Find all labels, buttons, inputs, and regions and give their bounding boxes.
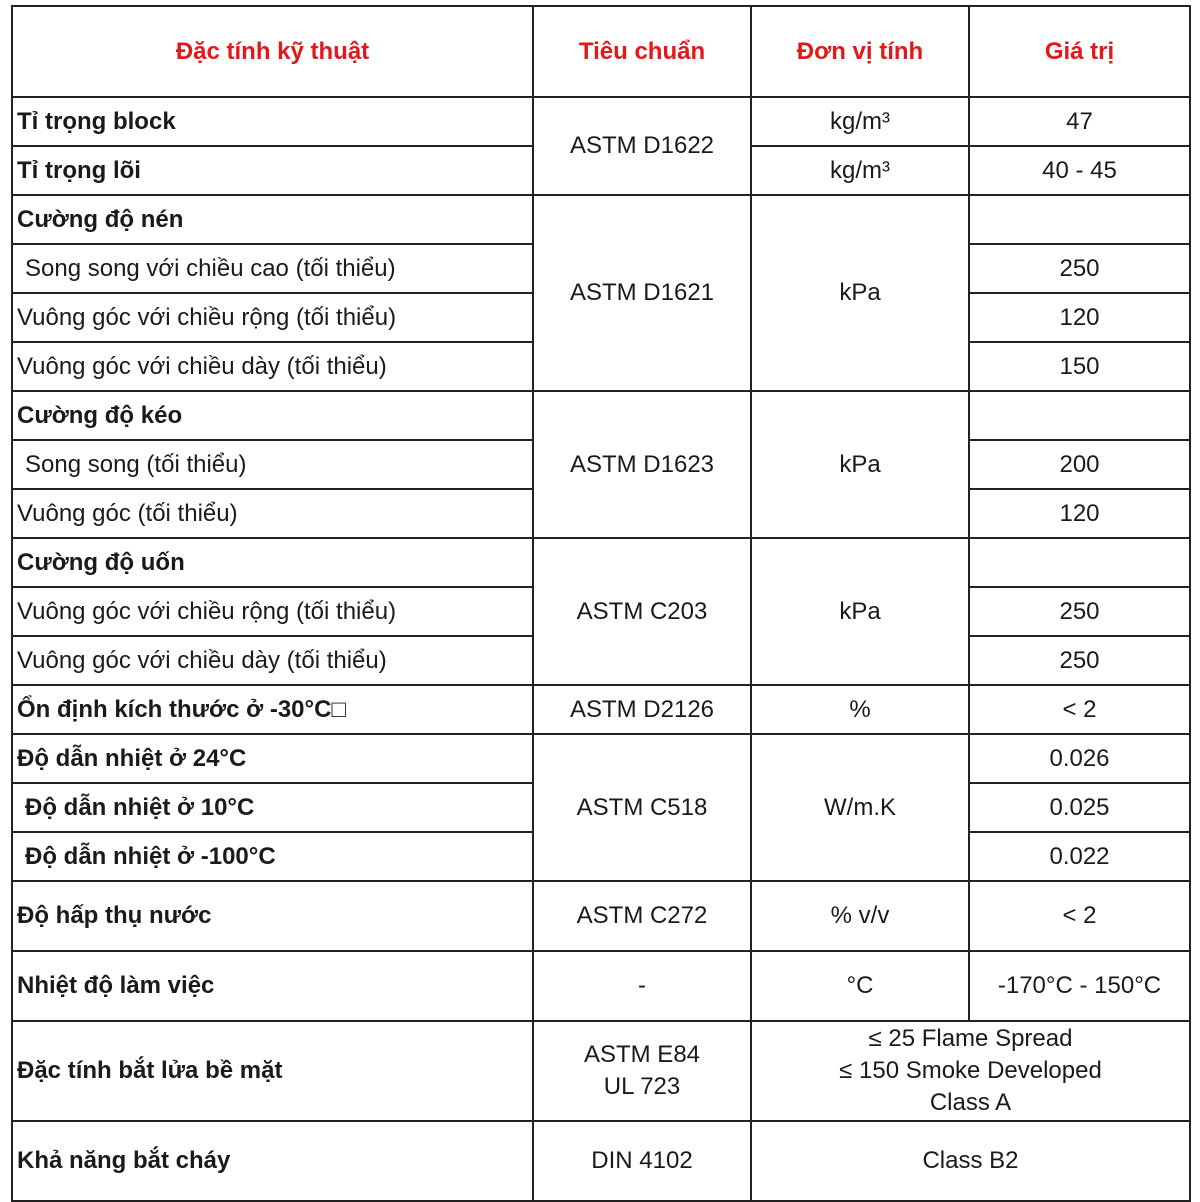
thermal-unit: W/m.K	[751, 734, 969, 881]
flexural-item-value: 250	[969, 587, 1190, 636]
core-density-value: 40 - 45	[969, 146, 1190, 195]
compressive-item-label: Song song với chiều cao (tối thiểu)	[12, 244, 533, 293]
surface-burning-standard-1: ASTM E84	[583, 1041, 701, 1068]
table-row	[12, 951, 1190, 1021]
working-temp-label: Nhiệt độ làm việc	[12, 951, 533, 1021]
surface-burning-value-2: ≤ 150 Smoke Developed	[839, 1057, 1102, 1084]
compressive-value-empty	[969, 195, 1190, 244]
thermal-item-value: 0.025	[969, 783, 1190, 832]
table-row	[12, 881, 1190, 951]
dimensional-stability-unit: %	[751, 685, 969, 734]
working-temp-unit: °C	[751, 951, 969, 1021]
density-standard: ASTM D1622	[533, 97, 751, 195]
compressive-unit: kPa	[751, 195, 969, 391]
water-absorption-label: Độ hấp thụ nước	[12, 881, 533, 951]
working-temp-value: -170°C - 150°C	[969, 951, 1190, 1021]
block-density-value: 47	[969, 97, 1190, 146]
compressive-label: Cường độ nén	[12, 195, 533, 244]
core-density-unit: kg/m³	[751, 146, 969, 195]
flexural-item-label: Vuông góc với chiều rộng (tối thiểu)	[12, 587, 533, 636]
thermal-item-label: Độ dẫn nhiệt ở 10°C	[12, 783, 533, 832]
thermal-standard: ASTM C518	[533, 734, 751, 881]
block-density-label: Tỉ trọng block	[12, 97, 533, 146]
surface-burning-value	[751, 1021, 1190, 1121]
dimensional-stability-label: Ổn định kích thước ở -30°C□	[12, 685, 533, 734]
tensile-value-empty	[969, 391, 1190, 440]
water-absorption-standard: ASTM C272	[533, 881, 751, 951]
header-property: Đặc tính kỹ thuật	[12, 6, 533, 97]
thermal-item-label: Độ dẫn nhiệt ở -100°C	[12, 832, 533, 881]
dimensional-stability-value: < 2	[969, 685, 1190, 734]
thermal-item-value: 0.026	[969, 734, 1190, 783]
specifications-table	[11, 5, 1191, 1202]
flammability-value: Class B2	[751, 1121, 1190, 1201]
table-row	[12, 685, 1190, 734]
tensile-item-label: Vuông góc (tối thiểu)	[12, 489, 533, 538]
flammability-label: Khả năng bắt cháy	[12, 1121, 533, 1201]
surface-burning-value-3: Class A	[929, 1089, 1012, 1116]
table-row	[12, 195, 1190, 244]
tensile-item-label: Song song (tối thiểu)	[12, 440, 533, 489]
tensile-item-value: 120	[969, 489, 1190, 538]
header-row	[12, 6, 1190, 97]
table-row	[12, 1121, 1190, 1201]
compressive-standard: ASTM D1621	[533, 195, 751, 391]
surface-burning-label: Đặc tính bắt lửa bề mặt	[12, 1021, 533, 1121]
tensile-standard: ASTM D1623	[533, 391, 751, 538]
core-density-label: Tỉ trọng lõi	[12, 146, 533, 195]
surface-burning-standard	[533, 1021, 751, 1121]
dimensional-stability-standard: ASTM D2126	[533, 685, 751, 734]
flexural-item-label: Vuông góc với chiều dày (tối thiểu)	[12, 636, 533, 685]
compressive-item-value: 150	[969, 342, 1190, 391]
flexural-item-value: 250	[969, 636, 1190, 685]
tensile-item-value: 200	[969, 440, 1190, 489]
table-row	[12, 391, 1190, 440]
table-row	[12, 97, 1190, 146]
header-standard: Tiêu chuẩn	[533, 6, 751, 97]
water-absorption-value: < 2	[969, 881, 1190, 951]
compressive-item-value: 120	[969, 293, 1190, 342]
compressive-item-value: 250	[969, 244, 1190, 293]
compressive-item-label: Vuông góc với chiều dày (tối thiểu)	[12, 342, 533, 391]
surface-burning-standard-2: UL 723	[603, 1073, 681, 1100]
water-absorption-unit: % v/v	[751, 881, 969, 951]
compressive-item-label: Vuông góc với chiều rộng (tối thiểu)	[12, 293, 533, 342]
tensile-unit: kPa	[751, 391, 969, 538]
flexural-standard: ASTM C203	[533, 538, 751, 685]
flammability-standard: DIN 4102	[533, 1121, 751, 1201]
block-density-unit: kg/m³	[751, 97, 969, 146]
thermal-item-value: 0.022	[969, 832, 1190, 881]
table-row	[12, 1021, 1190, 1121]
table-row	[12, 538, 1190, 587]
working-temp-standard: -	[533, 951, 751, 1021]
flexural-label: Cường độ uốn	[12, 538, 533, 587]
thermal-item-label: Độ dẫn nhiệt ở 24°C	[12, 734, 533, 783]
table-row	[12, 734, 1190, 783]
header-value: Giá trị	[969, 6, 1190, 97]
flexural-value-empty	[969, 538, 1190, 587]
header-unit: Đơn vị tính	[751, 6, 969, 97]
surface-burning-value-1: ≤ 25 Flame Spread	[868, 1025, 1073, 1052]
flexural-unit: kPa	[751, 538, 969, 685]
tensile-label: Cường độ kéo	[12, 391, 533, 440]
